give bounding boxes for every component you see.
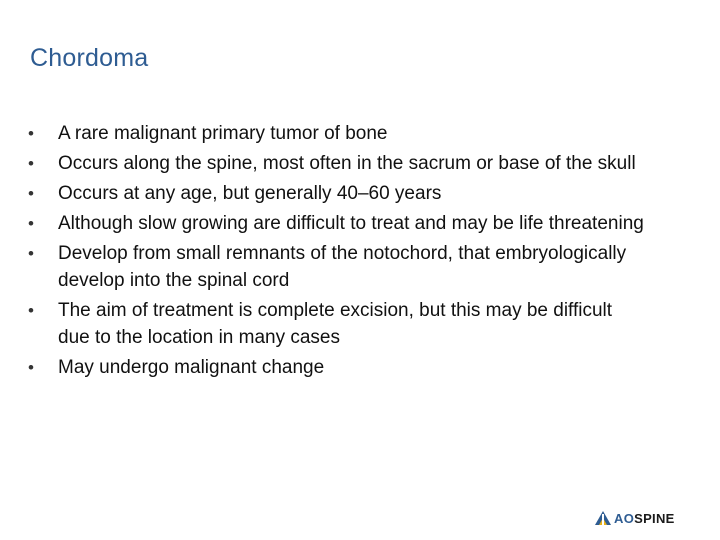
- bullet-dot: •: [28, 154, 34, 173]
- bullet-dot: •: [28, 124, 34, 143]
- bullet-item: [26, 297, 646, 351]
- bullet-text: The aim of treatment is complete excision, but this may be difficult due to the location in many cases: [58, 300, 613, 348]
- slide-title: Chordoma: [30, 44, 149, 72]
- bullet-text: A rare malignant primary tumor of bone: [58, 123, 388, 144]
- bullet-dot: •: [28, 301, 34, 320]
- bullet-dot: •: [28, 184, 34, 203]
- bullet-text: Develop from small remnants of the notochord, that embryologically develop into the spinal cord: [58, 243, 627, 291]
- logo-text-prefix: AO: [614, 510, 635, 526]
- bullet-dot: •: [28, 214, 34, 233]
- bullet-item: [26, 150, 646, 177]
- bullet-dot: •: [28, 244, 34, 263]
- bullet-dot: •: [28, 358, 34, 377]
- bullet-text: Although slow growing are difficult to treat and may be life threatening: [58, 213, 644, 234]
- bullet-text: Occurs along the spine, most often in the sacrum or base of the skull: [58, 153, 636, 174]
- bullet-text: Occurs at any age, but generally 40–60 years: [58, 183, 442, 204]
- aospine-logo: [594, 509, 675, 527]
- bullet-item: [26, 120, 646, 147]
- bullet-item: [26, 210, 646, 237]
- bullet-text: May undergo malignant change: [58, 357, 325, 378]
- bullet-item: [26, 240, 646, 294]
- aospine-logo-icon: [594, 509, 612, 527]
- logo-text-suffix: SPINE: [634, 510, 675, 526]
- bullet-item: [26, 180, 646, 207]
- bullet-item: [26, 354, 646, 381]
- bullet-list: [26, 120, 646, 384]
